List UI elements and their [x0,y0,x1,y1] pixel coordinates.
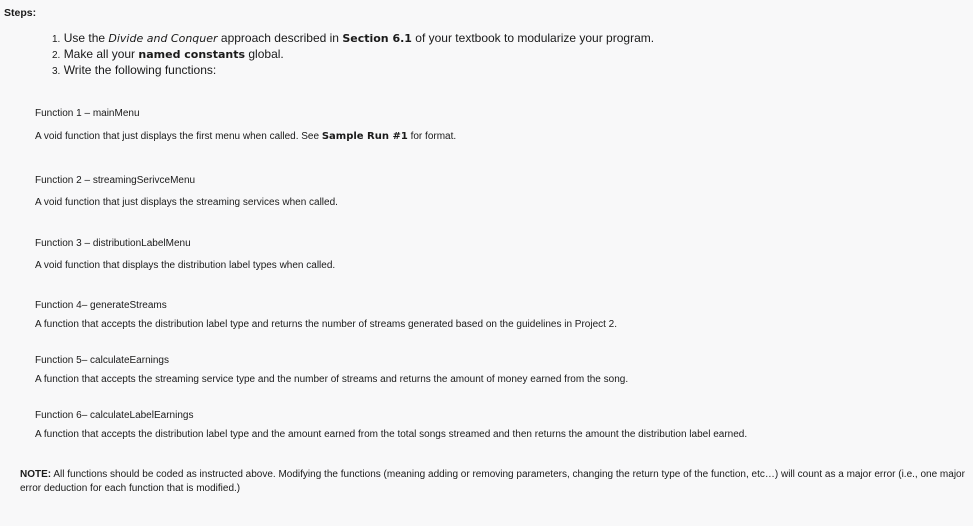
function-4-description: A function that accepts the distribution label type and returns the number of streams generated based on the guidelines in Project 2. [35,319,618,330]
function-5-title: Function 5– calculateEarnings [35,355,169,366]
step-bold: named constants [138,48,246,61]
step-text: Write the following functions: [63,63,217,77]
step-number: 1. [52,34,61,45]
function-6-description: A function that accepts the distribution label type and the amount earned from the total songs streamed and then returns the amount the distribution label earned. [35,429,748,440]
step-text: approach described in [217,31,343,45]
function-3-description: A void function that displays the distribution label types when called. [35,260,336,271]
function-3-title: Function 3 – distributionLabelMenu [35,238,191,249]
function-2-description: A void function that just displays the streaming services when called. [35,197,338,208]
step-text: Make all your [63,47,139,61]
step-text: global. [245,47,284,61]
function-5-description: A function that accepts the streaming service type and the number of streams and returns the amount of money earned from the song. [35,374,629,385]
step-1 [52,31,654,45]
function-2-title: Function 2 – streamingSerivceMenu [35,175,196,186]
function-4-title: Function 4– generateStreams [35,300,167,311]
step-text: Use the [63,31,109,45]
steps-heading: Steps: [4,7,37,19]
step-text: of your textbook to modularize your program. [411,31,655,45]
step-3 [52,63,216,77]
step-emphasis: Divide and Conquer [108,32,218,45]
description-text: A void function that just displays the first menu when called. See [35,131,322,142]
step-number: 2. [52,50,61,61]
step-number: 3. [52,66,61,77]
step-2 [52,47,284,61]
description-bold: Sample Run #1 [321,131,408,142]
note-label: NOTE: [20,469,52,480]
note-text: All functions should be coded as instructed above. Modifying the functions (meaning adding or removing parameters, changing the return type of the function, etc…) will count as a major error (i.e., one major error deduction for each function that is modified.) [20,469,965,494]
function-6-title: Function 6– calculateLabelEarnings [35,410,194,421]
function-1-title: Function 1 – mainMenu [35,108,140,119]
description-text: for format. [407,131,457,142]
function-1-description [35,131,456,142]
step-bold: Section 6.1 [342,32,412,45]
note-paragraph [20,468,965,496]
